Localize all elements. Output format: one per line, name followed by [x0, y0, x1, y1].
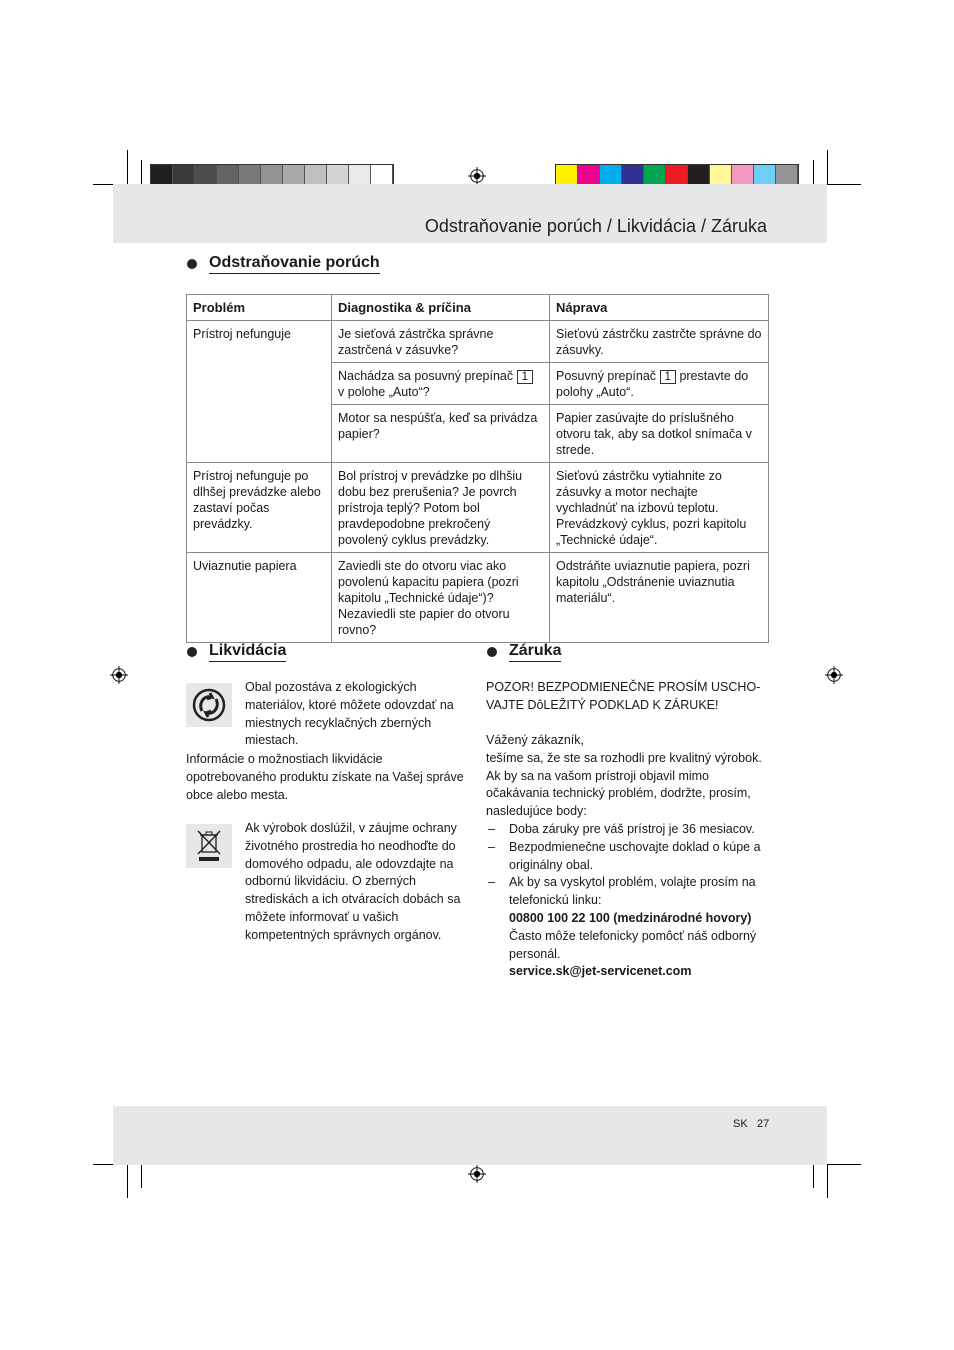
- column-header-remedy: Náprava: [550, 295, 769, 321]
- footer-language: SK: [733, 1118, 748, 1130]
- switch-number-label: 1: [517, 370, 533, 384]
- warranty-salutation: Vážený zákazník,: [486, 733, 584, 747]
- warranty-warning-line: VAJTE DôLEŽITÝ PODKLAD K ZÁRUKE!: [486, 697, 719, 712]
- remedy-cell: Odstráňte uviaznutie papiera, pozri kapitolu „Odstránenie uviaznutia materiálu“.: [550, 553, 769, 643]
- remedy-cell: Sieťovú zástrčku zastrčte správne do zásuvky.: [550, 321, 769, 363]
- disposal-heading: Likvidácia: [209, 642, 286, 662]
- registration-mark-left: [110, 666, 128, 684]
- problem-cell: Prístroj nefunguje: [187, 321, 332, 463]
- cause-cell: Zaviedli ste do otvoru viac ako povolenú kapacitu papiera (pozri kapitolu „Technické údaje“)? Nezaviedli ste papier do otvoru rovno?: [332, 553, 550, 643]
- registration-mark-top: [468, 167, 486, 185]
- section-bullet: [187, 259, 197, 269]
- troubleshooting-table: [186, 294, 769, 643]
- cause-cell: Motor sa nespúšťa, keď sa privádza papier?: [332, 405, 550, 463]
- cause-text: v polohe „Auto“?: [338, 385, 430, 399]
- cause-cell: Je sieťová zástrčka správne zastrčená v zásuvke?: [332, 321, 550, 363]
- section-bullet: [187, 647, 197, 657]
- table-row: [187, 463, 769, 553]
- weee-disposal-text: Ak výrobok doslúžil, v záujme ochrany životného prostredia ho neodhoďte do domového odpadu, ale odovzdajte na odbornú likvidáciu. O zberných strediskách a ich otváracích dobách sa môžete informovať u vašich kompetentných správnych orgánov.: [245, 821, 461, 942]
- list-item-text: Doba záruky pre váš prístroj je 36 mesiacov.: [509, 821, 755, 836]
- list-dash: –: [488, 875, 495, 890]
- page-number: 27: [757, 1118, 770, 1130]
- green-dot-recycling-icon: [186, 683, 232, 727]
- warranty-warning: [486, 679, 771, 715]
- cause-text: Nachádza sa posuvný prepínač: [338, 369, 514, 383]
- warranty-warning-line: POZOR! BEZPODMIENEČNE PROSÍM USCHO-: [486, 680, 761, 694]
- list-dash: –: [488, 821, 495, 836]
- remedy-cell: Sieťovú zástrčku vytiahnite zo zásuvky a motor nechajte vychladnúť na izbovú teplotu. Prevádzkový cyklus, pozri kapitolu „Technické údaje“.: [550, 463, 769, 553]
- section-bullet: [487, 647, 497, 657]
- problem-cell: Uviaznutie papiera: [187, 553, 332, 643]
- list-item-text: Bezpodmienečne uschovajte doklad o kúpe a originálny obal.: [509, 839, 761, 872]
- packaging-disposal-text: Obal pozostáva z ekologických materiálov, ktoré môžete odovzdať na miestnych recyklačných zberných miestach.: [245, 680, 454, 748]
- list-item: [486, 874, 764, 981]
- remedy-text: prestavte do polohy „Auto“.: [556, 369, 749, 399]
- table-header-row: [187, 295, 769, 321]
- warranty-intro: tešíme sa, že ste sa rozhodli pre kvalitný výrobok. Ak by sa na vašom prístroji objavil mimo očakávania technický problém, dodržte, prosím, nasledujúce body:: [486, 750, 762, 819]
- cause-cell: Bol prístroj v prevádzke po dlhšiu dobu bez prerušenia? Je povrch prístroja teplý? Potom bol pravdepodobne prekročený povolený cyklus prevádzky.: [332, 463, 550, 553]
- problem-cell: Prístroj nefunguje po dlhšej prevádzke alebo zastaví počas prevádzky.: [187, 463, 332, 553]
- remedy-text: Posuvný prepínač: [556, 369, 657, 383]
- troubleshooting-heading: Odstraňovanie porúch: [209, 254, 380, 274]
- list-dash: –: [488, 839, 495, 854]
- warranty-body: [486, 732, 764, 981]
- hotline-phone-number: 00800 100 22 100 (medzinárodné hovory): [509, 910, 752, 925]
- footer-band: [113, 1106, 827, 1165]
- registration-mark-right: [825, 666, 843, 684]
- page-header-title: Odstraňovanie porúch / Likvidácia / Záruka: [424, 216, 767, 236]
- disposal-info-text: Informácie o možnostiach likvidácie opotrebovaného produktu získate na Vašej správe obce alebo mesta.: [186, 752, 464, 802]
- list-item: [486, 839, 764, 875]
- registration-mark-bottom: [468, 1165, 486, 1183]
- remedy-cell: Papier zasúvajte do príslušného otvoru tak, aby sa dotkol snímača v strede.: [550, 405, 769, 463]
- list-item-text: Ak by sa vyskytol problém, volajte prosím na telefonickú linku:: [509, 875, 756, 908]
- table-row: [187, 321, 769, 363]
- switch-number-label: 1: [660, 370, 676, 384]
- hotline-note: Často môže telefonicky pomôcť náš odborný personál.: [509, 928, 757, 961]
- remedy-cell: [550, 363, 769, 405]
- cause-cell: [332, 363, 550, 405]
- service-email: service.sk@jet-servicenet.com: [509, 964, 692, 979]
- column-header-diagnosis: Diagnostika & príčina: [332, 295, 550, 321]
- column-header-problem: Problém: [187, 295, 332, 321]
- crossed-bin-weee-icon: [186, 824, 232, 868]
- warranty-heading: Záruka: [509, 642, 561, 662]
- table-row: [187, 553, 769, 643]
- list-item: [486, 821, 764, 839]
